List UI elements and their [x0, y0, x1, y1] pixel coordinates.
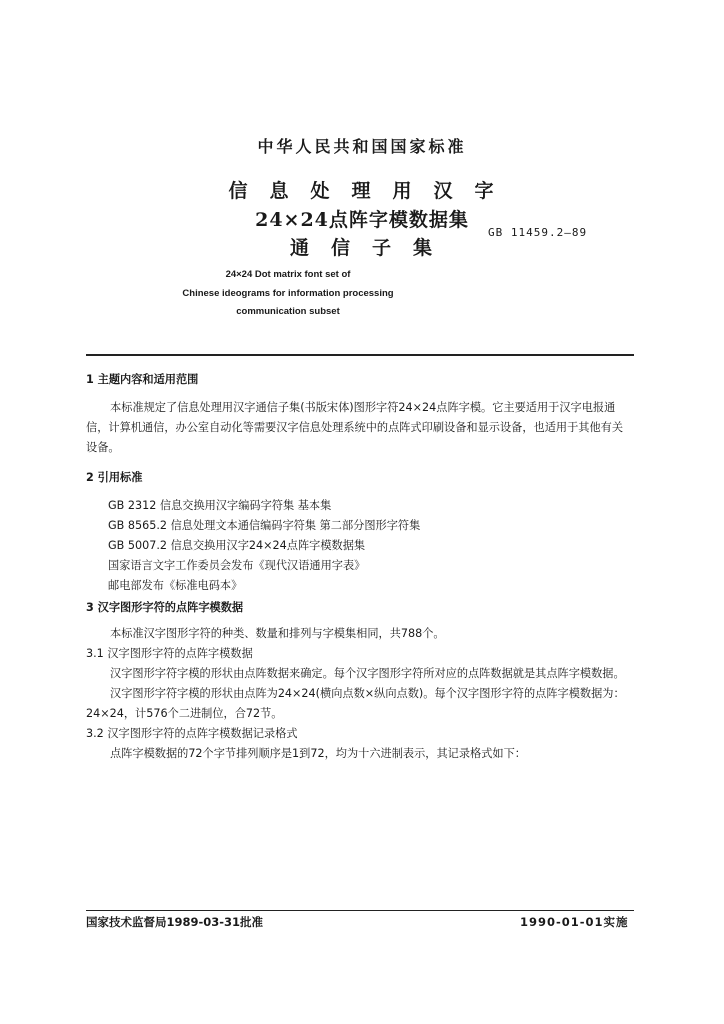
section-heading: 2 引用标准 [86, 471, 143, 484]
subsection-heading: 3.2 汉字图形字符的点阵字模数据记录格式 [86, 727, 298, 740]
document-title-line3: 通信子集 [289, 237, 454, 259]
english-title-line3: communication subset [236, 306, 340, 317]
effective-date: 1990-01-01实施 [520, 915, 629, 929]
paragraph: 汉字图形字符字模的形状由点阵数据来确定。每个汉字图形字符所对应的点阵数据就是其点阵字模数据。 [110, 667, 625, 680]
reference-list [86, 496, 634, 596]
reference-item: GB 2312 信息交换用汉字编码字符集 基本集 [108, 499, 332, 512]
paragraph: 点阵字模数据的72个字节排列顺序是1到72，均为十六进制表示，其记录格式如下： [110, 747, 526, 760]
footer-divider [86, 910, 634, 911]
reference-item: 国家语言文字工作委员会发布《现代汉语通用字表》 [108, 559, 366, 572]
section-3 [86, 598, 634, 764]
section-heading: 3 汉字图形字符的点阵字模数据 [86, 601, 244, 614]
reference-item: 邮电部发布《标准电码本》 [108, 579, 243, 592]
paragraph: 本标准规定了信息处理用汉字通信子集(书版宋体)图形字符24×24点阵字模。它主要适用于汉字电报通信，计算机通信，办公室自动化等需要汉字信息处理系统中的点阵式印刷设备和显示设备，也适用于其他有关设备。 [86, 401, 624, 454]
reference-item: GB 5007.2 信息交换用汉字24×24点阵字模数据集 [108, 539, 366, 552]
approval-date: 国家技术监督局1989-03-31批准 [86, 915, 264, 929]
header-divider [86, 354, 634, 356]
document-title-line1: 信息处理用汉字 [228, 180, 516, 202]
paragraph: 汉字图形字符字模的形状由点阵为24×24(横向点数×纵向点数)。每个汉字图形字符的点阵字模数据为：24×24，计576个二进制位，合72节。 [86, 687, 625, 720]
reference-item: GB 8565.2 信息处理文本通信编码字符集 第二部分图形字符集 [108, 519, 421, 532]
national-standard-heading: 中华人民共和国国家标准 [257, 137, 467, 156]
english-title-line1: 24×24 Dot matrix font set of [225, 269, 351, 280]
standard-number: GB 11459.2—89 [488, 226, 588, 239]
document-title-line2: 24×24点阵字模数据集 [255, 209, 469, 231]
section-2 [86, 468, 634, 596]
section-heading: 1 主题内容和适用范围 [86, 373, 199, 386]
paragraph: 本标准汉字图形字符的种类、数量和排列与字模集相同，共788个。 [110, 627, 445, 640]
english-title-line2: Chinese ideograms for information processing [182, 288, 394, 299]
section-1 [86, 370, 634, 458]
subsection-heading: 3.1 汉字图形字符的点阵字模数据 [86, 647, 253, 660]
